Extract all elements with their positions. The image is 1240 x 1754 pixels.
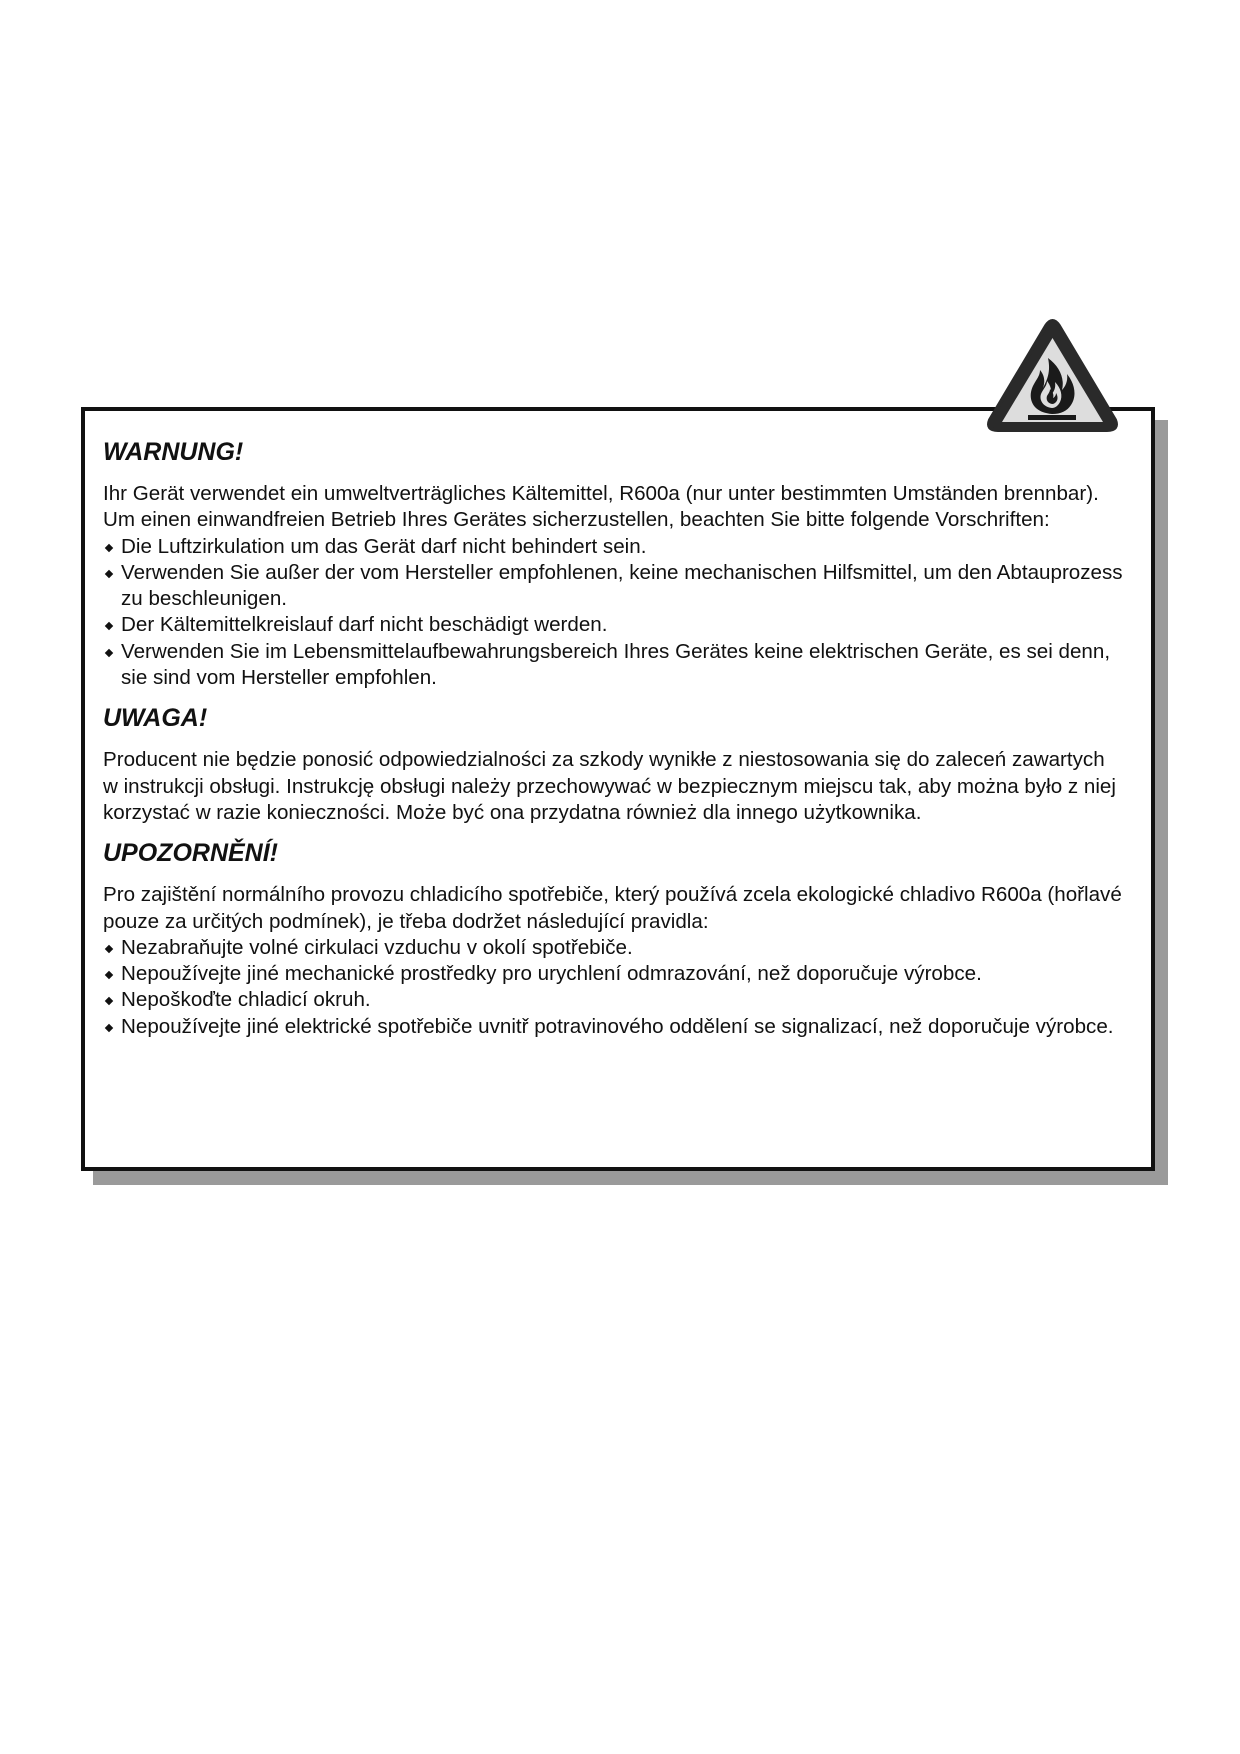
upozorneni-intro: Pro zajištění normálního provozu chladicího spotřebiče, který používá zcela ekologické chladivo R600a (hořlavé pouze za určitých podmínek), je třeba dodržet následující pravidla: xyxy=(103,883,1122,933)
list-item: Nepoužívejte jiné elektrické spotřebiče uvnitř potravinového oddělení se signalizací, než doporučuje výrobce. xyxy=(103,1014,1131,1040)
list-item: Verwenden Sie außer der vom Hersteller empfohlenen, keine mechanischen Hilfsmittel, um den Abtauprozess zu beschleunigen. xyxy=(103,560,1131,613)
upozorneni-title: UPOZORNĚNÍ! xyxy=(103,839,278,868)
list-item: Die Luftzirkulation um das Gerät darf nicht behindert sein. xyxy=(103,534,1131,560)
warning-box xyxy=(81,407,1155,1171)
list-item: Der Kältemittelkreislauf darf nicht beschädigt werden. xyxy=(103,612,1131,638)
uwaga-line: korzystać w razie konieczności. Może być ona przydatna również dla innego użytkownika. xyxy=(103,800,922,824)
upozorneni-list xyxy=(103,935,1131,1040)
uwaga-title: UWAGA! xyxy=(103,704,208,733)
warnung-list xyxy=(103,534,1131,692)
list-item: Nezabraňujte volné cirkulaci vzduchu v okolí spotřebiče. xyxy=(103,935,1131,961)
section-uwaga xyxy=(103,703,1131,826)
section-upozorneni xyxy=(103,838,1131,1040)
list-item: Nepoškoďte chladicí okruh. xyxy=(103,987,1131,1013)
flammable-warning-icon xyxy=(985,318,1120,436)
list-item: Verwenden Sie im Lebensmittelaufbewahrungsbereich Ihres Gerätes keine elektrischen Geräte, es sei denn, sie sind vom Hersteller empfohlen. xyxy=(103,639,1131,692)
warnung-title: WARNUNG! xyxy=(103,438,244,466)
warnung-intro: Ihr Gerät verwendet ein umweltverträgliches Kältemittel, R600a (nur unter bestimmten Umständen brennbar). Um einen einwandfreien Betrieb Ihres Gerätes sicherzustellen, beachten Sie bitte folgende Vorschriften: xyxy=(103,482,1099,532)
list-item: Nepoužívejte jiné mechanické prostředky pro urychlení odmrazování, než doporučuje výrobce. xyxy=(103,961,1131,987)
uwaga-line: w instrukcji obsługi. Instrukcję obsługi należy przechowywać w bezpiecznym miejscu tak, aby można było z niej xyxy=(103,774,1116,798)
section-warnung xyxy=(103,437,1131,691)
uwaga-line: Producent nie będzie ponosić odpowiedzialności za szkody wynikłe z niestosowania się do zaleceń zawartych xyxy=(103,748,1105,772)
